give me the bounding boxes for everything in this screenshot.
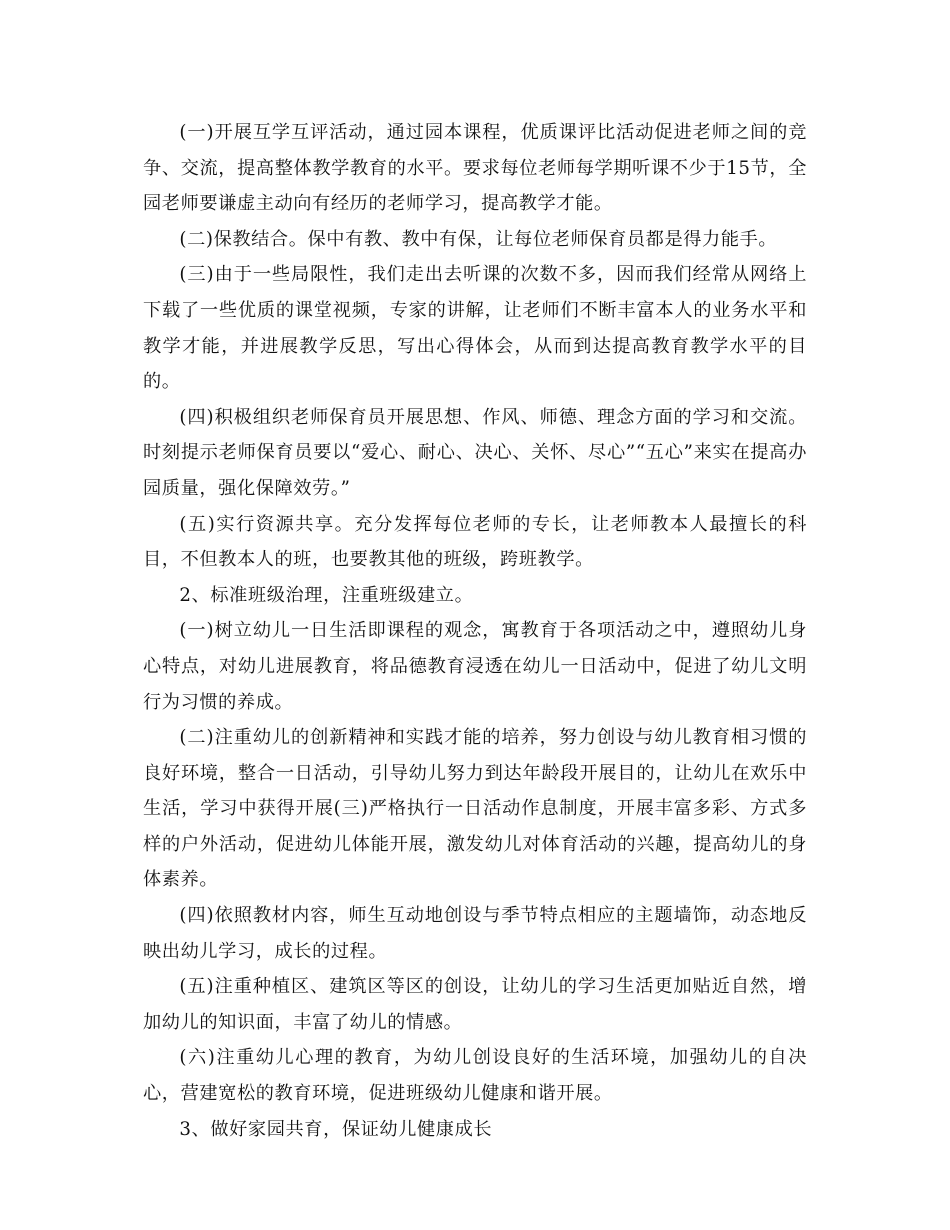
paragraph-1: (一)开展互学互评活动，通过园本课程，优质课评比活动促进老师之间的竞争、交流，提高整体教学教育的水平。要求每位老师每学期听课不少于15节，全园老师要谦虚主动向有经历的老师学习，提高教学才能。 bbox=[143, 122, 807, 215]
section-heading-3: 3、做好家园共育，保证幼儿健康成长 bbox=[179, 1118, 493, 1140]
section-heading-2: 2、标准班级治理，注重班级建立。 bbox=[179, 584, 474, 606]
paragraph-7: (一)树立幼儿一日生活即课程的观念，寓教育于各项活动之中，遵照幼儿身心特点，对幼儿进展教育，将品德教育浸透在幼儿一日活动中，促进了幼儿文明行为习惯的养成。 bbox=[143, 620, 807, 713]
paragraph-5: (五)实行资源共享。充分发挥每位老师的专长，让老师教本人最擅长的科目，不但教本人的班，也要教其他的班级，跨班教学。 bbox=[143, 513, 807, 571]
paragraph-10: (五)注重种植区、建筑区等区的创设，让幼儿的学习生活更加贴近自然，增加幼儿的知识面，丰富了幼儿的情感。 bbox=[143, 976, 807, 1033]
paragraph-4: (四)积极组织老师保育员开展思想、作风、师德、理念方面的学习和交流。时刻提示老师保育员要以“爱心、耐心、决心、关怀、尽心”“五心”来实在提高办园质量，强化保障效劳。” bbox=[143, 406, 807, 499]
paragraph-11: (六)注重幼儿心理的教育，为幼儿创设良好的生活环境，加强幼儿的自决心，营建宽松的教育环境，促进班级幼儿健康和谐开展。 bbox=[143, 1047, 807, 1105]
document-body bbox=[143, 115, 807, 1147]
paragraph-9: (四)依照教材内容，师生互动地创设与季节特点相应的主题墙饰，动态地反映出幼儿学习，成长的过程。 bbox=[143, 905, 807, 962]
paragraph-3: (三)由于一些局限性，我们走出去听课的次数不多，因而我们经常从网络上下载了一些优质的课堂视频，专家的讲解，让老师们不断丰富本人的业务水平和教学才能，并进展教学反思，写出心得体会，从而到达提高教育教学水平的目的。 bbox=[143, 264, 807, 393]
paragraph-2: (二)保教结合。保中有教、教中有保，让每位老师保育员都是得力能手。 bbox=[179, 228, 778, 250]
paragraph-8: (二)注重幼儿的创新精神和实践才能的培养，努力创设与幼儿教育相习惯的良好环境，整合一日活动，引导幼儿努力到达年龄段开展目的，让幼儿在欢乐中生活，学习中获得开展(三)严格执行一日活动作息制度，开展丰富多彩、方式多样的户外活动，促进幼儿体能开展，激发幼儿对体育活动的兴趣，提高幼儿的身体素养。 bbox=[143, 727, 807, 891]
